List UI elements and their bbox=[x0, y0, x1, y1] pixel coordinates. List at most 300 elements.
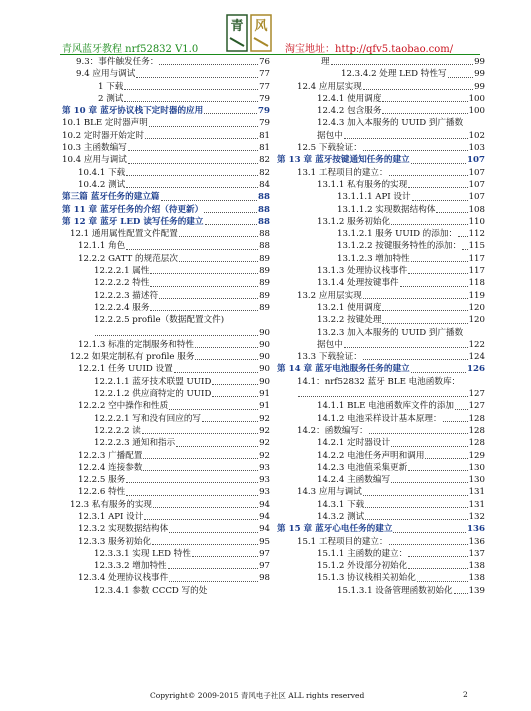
toc-entry[interactable] bbox=[277, 376, 485, 388]
toc-entry-page: 89 bbox=[259, 290, 270, 301]
toc-entry[interactable] bbox=[277, 388, 485, 400]
toc-leader-dots bbox=[408, 568, 467, 569]
toc-entry[interactable] bbox=[277, 253, 485, 265]
toc-entry-page: 91 bbox=[259, 389, 270, 400]
toc-entry-page: 93 bbox=[259, 487, 270, 498]
toc-entry-page: 77 bbox=[259, 81, 270, 92]
toc-entry-page: 139 bbox=[468, 585, 485, 596]
toc-leader-dots bbox=[363, 359, 468, 360]
toc-entry-title: 12.2 如果定制私有 profile 服务 bbox=[70, 352, 195, 363]
toc-entry[interactable] bbox=[277, 511, 485, 523]
toc-entry-page: 136 bbox=[467, 524, 485, 535]
toc-entry-title: 13.1.1 私有服务的实现 bbox=[317, 179, 408, 190]
toc-entry-page: 126 bbox=[467, 364, 485, 375]
toc-entry-title: 12.2.4 连接参数 bbox=[78, 462, 143, 473]
toc-leader-dots bbox=[391, 224, 468, 225]
toc-leader-dots bbox=[204, 212, 257, 213]
footer-page-number: 2 bbox=[463, 690, 468, 699]
toc-entry-page: 88 bbox=[258, 216, 270, 227]
toc-entry[interactable] bbox=[62, 437, 270, 449]
toc-entry[interactable] bbox=[62, 585, 270, 597]
toc-entry[interactable] bbox=[277, 191, 485, 203]
toc-entry[interactable] bbox=[277, 363, 485, 375]
toc-entry[interactable] bbox=[277, 314, 485, 326]
toc-entry[interactable] bbox=[62, 388, 270, 400]
toc-entry-page: 90 bbox=[259, 327, 270, 338]
toc-leader-dots bbox=[149, 126, 258, 127]
toc-entry-title: 13.1.3 处理协议栈事件 bbox=[317, 266, 408, 277]
toc-entry-title: 13.1.2.2 按键服务特性的添加： bbox=[337, 241, 462, 252]
toc-entry-title: 9.4 应用与调试 bbox=[76, 69, 136, 80]
toc-entry[interactable] bbox=[62, 474, 270, 486]
toc-entry-title: 12.2.2.1 写和没有回应的写 bbox=[94, 413, 202, 424]
toc-entry[interactable] bbox=[62, 363, 270, 375]
toc-entry[interactable] bbox=[62, 228, 270, 240]
toc-entry-title: 12.2.2.2 特性 bbox=[94, 278, 150, 289]
toc-entry-title: 13.3 下载验证： bbox=[297, 352, 362, 363]
toc-entry[interactable] bbox=[62, 351, 270, 363]
toc-entry[interactable] bbox=[62, 93, 270, 105]
footer-copyright: Copyright© 2009-2015 青风电子社区 ALL rights reserved bbox=[150, 691, 365, 700]
toc-entry[interactable] bbox=[277, 351, 485, 363]
toc-entry[interactable] bbox=[62, 68, 270, 80]
toc-entry-page: 127 bbox=[468, 401, 485, 412]
toc-entry[interactable] bbox=[277, 68, 485, 80]
toc-entry-page: 107 bbox=[468, 192, 485, 203]
toc-entry-page: 99 bbox=[474, 69, 485, 80]
toc-entry[interactable] bbox=[62, 117, 270, 129]
toc-entry-page: 120 bbox=[468, 315, 485, 326]
toc-entry[interactable] bbox=[277, 437, 485, 449]
toc-entry[interactable] bbox=[277, 179, 485, 191]
toc-entry[interactable] bbox=[62, 413, 270, 425]
toc-leader-dots bbox=[411, 261, 468, 262]
toc-entry-title: 12.2.2 空中操作和性质 bbox=[78, 401, 169, 412]
toc-leader-dots bbox=[126, 249, 258, 250]
toc-leader-dots bbox=[454, 593, 468, 594]
toc-leader-dots bbox=[126, 175, 258, 176]
toc-entry[interactable] bbox=[62, 204, 270, 216]
toc-entry[interactable] bbox=[277, 450, 485, 462]
toc-entry-page: 90 bbox=[259, 352, 270, 363]
toc-entry-page: 90 bbox=[259, 376, 270, 387]
toc-entry-page: 79 bbox=[259, 118, 270, 129]
page-footer bbox=[0, 690, 531, 704]
toc-leader-dots bbox=[382, 113, 467, 114]
toc-leader-dots bbox=[126, 187, 258, 188]
toc-entry-page: 119 bbox=[468, 290, 485, 301]
toc-entry[interactable] bbox=[62, 486, 270, 498]
toc-entry-title: 12.1.3 标准的定制服务和特性 bbox=[78, 339, 195, 350]
toc-entry[interactable] bbox=[62, 536, 270, 548]
toc-entry-title: 第 13 章 蓝牙按键通知任务的建立 bbox=[277, 155, 410, 166]
toc-entry[interactable] bbox=[277, 474, 485, 486]
toc-entry-title: 12.5 下载验证： bbox=[297, 143, 362, 154]
toc-entry-title: 13.1.2.3 增加特性 bbox=[337, 253, 410, 264]
toc-leader-dots bbox=[161, 200, 258, 201]
toc-entry-title: 12.2.3 广播配置 bbox=[78, 450, 143, 461]
toc-entry-title: 12.1.1 角色 bbox=[78, 241, 126, 252]
toc-entry-title: 13.1.1.2 实现数据结构体 bbox=[337, 204, 436, 215]
toc-leader-dots bbox=[363, 150, 468, 151]
toc-entry[interactable] bbox=[277, 228, 485, 240]
toc-entry-title: 12.2.2.3 通知和指示 bbox=[94, 438, 176, 449]
toc-entry-page: 89 bbox=[259, 302, 270, 313]
toc-leader-dots bbox=[389, 544, 468, 545]
toc-entry[interactable] bbox=[62, 81, 270, 93]
toc-entry[interactable] bbox=[62, 179, 270, 191]
toc-entry[interactable] bbox=[277, 400, 485, 412]
toc-entry[interactable] bbox=[277, 117, 485, 129]
toc-entry[interactable] bbox=[277, 425, 485, 437]
toc-entry-page: 117 bbox=[468, 253, 485, 264]
toc-entry[interactable] bbox=[62, 511, 270, 523]
toc-leader-dots bbox=[152, 544, 258, 545]
toc-entry[interactable] bbox=[62, 240, 270, 252]
toc-entry-page: 128 bbox=[468, 438, 485, 449]
toc-leader-dots bbox=[144, 519, 258, 520]
toc-entry-page: 138 bbox=[468, 561, 485, 572]
toc-entry[interactable] bbox=[62, 105, 270, 117]
toc-entry[interactable] bbox=[277, 486, 485, 498]
toc-leader-dots bbox=[382, 101, 467, 102]
toc-entry-title: 14.3 应用与调试 bbox=[297, 487, 362, 498]
toc-entry[interactable] bbox=[277, 290, 485, 302]
toc-leader-dots bbox=[331, 64, 473, 65]
toc-entry-page: 128 bbox=[468, 413, 485, 424]
toc-entry[interactable] bbox=[62, 167, 270, 179]
toc-right-column bbox=[277, 56, 485, 597]
toc-left-column bbox=[62, 56, 270, 597]
toc-entry[interactable] bbox=[62, 425, 270, 437]
toc-leader-dots bbox=[408, 273, 467, 274]
toc-entry-page: 137 bbox=[468, 548, 485, 559]
toc-entry-title: 12.4.1 使用调度 bbox=[317, 93, 382, 104]
toc-entry[interactable] bbox=[62, 450, 270, 462]
toc-entry[interactable] bbox=[277, 560, 485, 572]
toc-leader-dots bbox=[124, 89, 258, 90]
toc-leader-dots bbox=[425, 458, 467, 459]
toc-leader-dots bbox=[458, 236, 468, 237]
toc-leader-dots bbox=[382, 323, 467, 324]
toc-entry-page: 107 bbox=[467, 155, 485, 166]
toc-entry[interactable] bbox=[62, 523, 270, 535]
toc-leader-dots bbox=[408, 470, 467, 471]
toc-leader-dots bbox=[143, 470, 258, 471]
toc-entry-page: 89 bbox=[259, 253, 270, 264]
toc-entry-title: 14.2.3 电池值采集更新 bbox=[317, 462, 408, 473]
toc-entry[interactable] bbox=[277, 216, 485, 228]
toc-entry-page: 82 bbox=[259, 167, 270, 178]
toc-entry-title: 12.2.6 特性 bbox=[78, 487, 126, 498]
toc-entry-page: 89 bbox=[259, 266, 270, 277]
toc-entry-title: 12.2.1 任务 UUID 设置 bbox=[78, 364, 173, 375]
toc-entry-title: 15.1.3.1 设备管理函数初始化 bbox=[337, 585, 453, 596]
toc-entry-title: 13.2 应用层实现 bbox=[297, 290, 362, 301]
toc-entry[interactable] bbox=[62, 376, 270, 388]
toc-entry[interactable] bbox=[62, 130, 270, 142]
toc-entry-page: 93 bbox=[259, 462, 270, 473]
toc-entry-page: 92 bbox=[259, 450, 270, 461]
toc-entry[interactable] bbox=[62, 462, 270, 474]
toc-entry[interactable] bbox=[62, 572, 270, 584]
toc-entry-page: 81 bbox=[259, 130, 270, 141]
toc-entry[interactable] bbox=[62, 548, 270, 560]
logo-char-2: 风 bbox=[254, 19, 268, 34]
toc-entry-page: 90 bbox=[259, 339, 270, 350]
toc-entry[interactable] bbox=[277, 142, 485, 154]
toc-entry-title: 10.4.2 测试 bbox=[78, 179, 126, 190]
toc-entry[interactable] bbox=[277, 462, 485, 474]
toc-leader-dots bbox=[412, 200, 468, 201]
toc-entry-title: 据包中 bbox=[317, 339, 343, 350]
header-taobao-link[interactable]: 淘宝地址：http://qfv5.taobao.com/ bbox=[285, 44, 454, 55]
toc-entry-page: 102 bbox=[468, 130, 485, 141]
toc-entry-title: 据包中 bbox=[317, 130, 343, 141]
toc-entry[interactable] bbox=[277, 204, 485, 216]
toc-leader-dots bbox=[128, 163, 258, 164]
toc-entry-title: 14.2.1 定时器设计 bbox=[317, 438, 391, 449]
toc-entry-page: 79 bbox=[258, 106, 270, 117]
toc-leader-dots bbox=[393, 532, 466, 533]
qingfeng-logo bbox=[226, 14, 272, 52]
toc-leader-dots bbox=[417, 581, 468, 582]
toc-entry-page: 132 bbox=[468, 511, 485, 522]
toc-entry-title: 12.2.5 服务 bbox=[78, 475, 126, 486]
toc-entry-page: 131 bbox=[468, 499, 485, 510]
toc-leader-dots bbox=[136, 77, 258, 78]
toc-entry-title: 15.1.2 外设部分初始化 bbox=[317, 561, 408, 572]
toc-entry-title: 13.2.3 加入本服务的 UUID 到广播数 bbox=[317, 327, 464, 338]
toc-leader-dots bbox=[169, 581, 258, 582]
toc-leader-dots bbox=[174, 372, 258, 373]
toc-entry[interactable] bbox=[62, 314, 270, 326]
toc-entry-title: 14.2.2 电池任务声明和调用 bbox=[317, 450, 425, 461]
toc-entry-page: 88 bbox=[258, 204, 270, 215]
toc-entry[interactable] bbox=[277, 327, 485, 339]
toc-entry[interactable] bbox=[277, 265, 485, 277]
toc-entry[interactable] bbox=[62, 154, 270, 166]
toc-entry-page: 93 bbox=[259, 475, 270, 486]
toc-entry[interactable] bbox=[62, 216, 270, 228]
toc-entry-title: 14.1.2 电池采样设计基本原理： bbox=[317, 413, 442, 424]
toc-leader-dots bbox=[344, 138, 468, 139]
toc-entry-title: 13.1.2.1 服务 UUID 的添加： bbox=[337, 229, 458, 240]
toc-entry-title: 13.1.2 服务初始化 bbox=[317, 216, 391, 227]
toc-entry[interactable] bbox=[277, 548, 485, 560]
toc-entry-title: 13.2.2 按键处理 bbox=[317, 315, 382, 326]
toc-entry-title: 12.3.1 API 设计 bbox=[78, 511, 144, 522]
toc-leader-dots bbox=[150, 310, 258, 311]
toc-entry-title: 第 12 章 蓝牙 LED 读写任务的建立 bbox=[62, 216, 204, 227]
toc-entry-title: 12.2.1.1 蓝牙技术联盟 UUID bbox=[94, 376, 212, 387]
toc-entry[interactable] bbox=[62, 253, 270, 265]
page-header bbox=[0, 0, 531, 56]
toc-leader-dots bbox=[145, 138, 258, 139]
toc-entry-page: 130 bbox=[468, 475, 485, 486]
toc-entry-title: 12.3.4.2 处理 LED 特性写 bbox=[341, 69, 447, 80]
toc-entry[interactable] bbox=[277, 585, 485, 597]
toc-entry-page: 97 bbox=[259, 548, 270, 559]
toc-leader-dots bbox=[411, 163, 466, 164]
toc-entry-page: 94 bbox=[259, 524, 270, 535]
toc-leader-dots bbox=[176, 446, 258, 447]
toc-entry[interactable] bbox=[62, 191, 270, 203]
toc-entry[interactable] bbox=[277, 302, 485, 314]
toc-entry-page: 117 bbox=[468, 266, 485, 277]
toc-entry-page: 107 bbox=[468, 179, 485, 190]
toc-entry[interactable] bbox=[62, 290, 270, 302]
toc-entry-page: 99 bbox=[474, 57, 485, 67]
toc-leader-dots bbox=[363, 495, 468, 496]
toc-entry-title: 12.3.4.1 参数 CCCD 写的处 bbox=[94, 585, 208, 596]
toc-entry-page: 94 bbox=[259, 499, 270, 510]
toc-entry[interactable] bbox=[277, 81, 485, 93]
toc-entry[interactable] bbox=[277, 523, 485, 535]
toc-entry-page: 115 bbox=[468, 241, 485, 252]
toc-entry-title: 第 10 章 蓝牙协议栈下定时器的应用 bbox=[62, 106, 204, 117]
toc-leader-dots bbox=[205, 224, 258, 225]
toc-entry-title: 15.1.1 主函数的建立： bbox=[317, 548, 408, 559]
toc-entry-page: 120 bbox=[468, 302, 485, 313]
toc-leader-dots bbox=[382, 310, 467, 311]
toc-leader-dots bbox=[436, 212, 467, 213]
toc-entry[interactable] bbox=[277, 56, 485, 68]
toc-entry-title: 12.2.2.4 服务 bbox=[94, 302, 150, 313]
toc-leader-dots bbox=[195, 359, 258, 360]
toc-entry[interactable] bbox=[277, 154, 485, 166]
toc-entry[interactable] bbox=[277, 105, 485, 117]
toc-entry-title: 14.1：nrf52832 蓝牙 BLE 电池函数库： bbox=[297, 376, 461, 387]
toc-entry[interactable] bbox=[277, 572, 485, 584]
toc-entry-title: 15.1.3 协议栈相关初始化 bbox=[317, 573, 416, 584]
toc-entry-page: 94 bbox=[259, 511, 270, 522]
toc-leader-dots bbox=[204, 113, 257, 114]
toc-entry[interactable] bbox=[62, 277, 270, 289]
toc-leader-dots bbox=[443, 421, 468, 422]
toc-entry[interactable] bbox=[62, 302, 270, 314]
toc-leader-dots bbox=[212, 396, 258, 397]
toc-entry-title: 12.2.2 GATT 的规范层次 bbox=[78, 253, 178, 264]
toc-entry-title: 14.1.1 BLE 电池函数库文件的添加 bbox=[317, 401, 455, 412]
toc-entry-title: 第 11 章 蓝牙任务的介绍（待更新） bbox=[62, 204, 204, 215]
toc-leader-dots bbox=[408, 187, 467, 188]
toc-entry-page: 92 bbox=[259, 425, 270, 436]
toc-entry-page: 130 bbox=[468, 462, 485, 473]
toc-leader-dots bbox=[462, 249, 467, 250]
toc-entry-title: 12.3.4 处理协议栈事件 bbox=[78, 573, 169, 584]
toc-entry[interactable] bbox=[277, 130, 485, 142]
toc-entry-page: 122 bbox=[468, 339, 485, 350]
toc-entry[interactable] bbox=[62, 265, 270, 277]
toc-entry-page: 82 bbox=[259, 155, 270, 166]
toc-entry[interactable] bbox=[62, 327, 270, 339]
toc-leader-dots bbox=[391, 482, 468, 483]
toc-entry[interactable] bbox=[277, 93, 485, 105]
header-rule bbox=[60, 54, 480, 55]
toc-entry-page: 84 bbox=[259, 179, 270, 190]
toc-entry[interactable] bbox=[62, 499, 270, 511]
toc-entry[interactable] bbox=[277, 240, 485, 252]
toc-entry-title: 12.3.2 实现数据结构体 bbox=[78, 524, 169, 535]
toc-entry-title: 10.1 BLE 定时器声明 bbox=[62, 118, 148, 129]
toc-leader-dots bbox=[365, 507, 467, 508]
toc-entry-page: 129 bbox=[468, 450, 485, 461]
toc-leader-dots bbox=[179, 261, 258, 262]
toc-leader-dots bbox=[143, 458, 258, 459]
toc-entry[interactable] bbox=[62, 400, 270, 412]
toc-entry-title: 理 bbox=[321, 57, 330, 67]
toc-entry-title: 10.2 定时器开始定时 bbox=[62, 130, 145, 141]
toc-entry-page: 100 bbox=[468, 106, 485, 117]
toc-entry-title: 第 14 章 蓝牙电池服务任务的建立 bbox=[277, 364, 410, 375]
toc-leader-dots bbox=[411, 372, 466, 373]
toc-leader-dots bbox=[192, 556, 258, 557]
toc-entry-page: 98 bbox=[259, 573, 270, 584]
toc-entry[interactable] bbox=[277, 499, 485, 511]
toc-leader-dots bbox=[212, 384, 258, 385]
toc-entry-page: 81 bbox=[259, 143, 270, 154]
toc-entry[interactable] bbox=[277, 413, 485, 425]
toc-entry-title: 12.2.2.5 profile（数据配置文件) bbox=[94, 315, 225, 326]
toc-entry-page: 136 bbox=[468, 536, 485, 547]
toc-entry[interactable] bbox=[277, 277, 485, 289]
toc-leader-dots bbox=[168, 568, 258, 569]
toc-leader-dots bbox=[124, 101, 258, 102]
toc-entry-title: 12.3 私有服务的实现 bbox=[70, 499, 153, 510]
toc-entry-page: 89 bbox=[259, 278, 270, 289]
toc-leader-dots bbox=[363, 89, 473, 90]
toc-entry-page: 88 bbox=[259, 241, 270, 252]
toc-entry-title: 9.3：事件触发任务： bbox=[76, 57, 159, 67]
toc-entry[interactable] bbox=[62, 142, 270, 154]
logo-char-1: 青 bbox=[230, 19, 244, 34]
toc-entry-title: 12.1 通用属性配置文件配置 bbox=[70, 229, 178, 240]
toc-leader-dots bbox=[159, 64, 258, 65]
toc-entry-page: 103 bbox=[468, 143, 485, 154]
toc-leader-dots bbox=[126, 482, 258, 483]
toc-entry[interactable] bbox=[277, 339, 485, 351]
toc-entry-page: 92 bbox=[259, 413, 270, 424]
toc-entry-page: 124 bbox=[468, 352, 485, 363]
toc-entry[interactable] bbox=[62, 339, 270, 351]
toc-leader-dots bbox=[298, 396, 468, 397]
toc-entry-title: 第 15 章 蓝牙心电任务的建立 bbox=[277, 524, 393, 535]
toc-entry[interactable] bbox=[62, 56, 270, 68]
toc-leader-dots bbox=[153, 507, 258, 508]
toc-leader-dots bbox=[344, 347, 468, 348]
toc-entry-page: 88 bbox=[258, 192, 270, 203]
toc-leader-dots bbox=[448, 77, 473, 78]
toc-entry-title: 12.4.2 包含服务 bbox=[317, 106, 382, 117]
toc-entry-page: 100 bbox=[468, 93, 485, 104]
toc-entry[interactable] bbox=[277, 536, 485, 548]
toc-entry-title: 14.3.2 测试 bbox=[317, 511, 365, 522]
toc-entry-title: 12.2.2.3 描述符 bbox=[94, 290, 159, 301]
toc-entry-page: 77 bbox=[259, 69, 270, 80]
toc-entry[interactable] bbox=[277, 167, 485, 179]
header-title: 青风蓝牙教程 nrf52832 V1.0 bbox=[62, 44, 199, 55]
toc-entry[interactable] bbox=[62, 560, 270, 572]
toc-entry-page: 112 bbox=[468, 229, 485, 240]
toc-entry-title: 12.2.1.2 供应商特定的 UUID bbox=[94, 389, 212, 400]
toc-entry-page: 108 bbox=[468, 204, 485, 215]
toc-entry-title: 15.1 工程项目的建立： bbox=[297, 536, 388, 547]
toc-leader-dots bbox=[142, 433, 258, 434]
toc-entry-title: 10.4 应用与调试 bbox=[62, 155, 127, 166]
toc-leader-dots bbox=[391, 446, 468, 447]
toc-entry-page: 128 bbox=[468, 425, 485, 436]
